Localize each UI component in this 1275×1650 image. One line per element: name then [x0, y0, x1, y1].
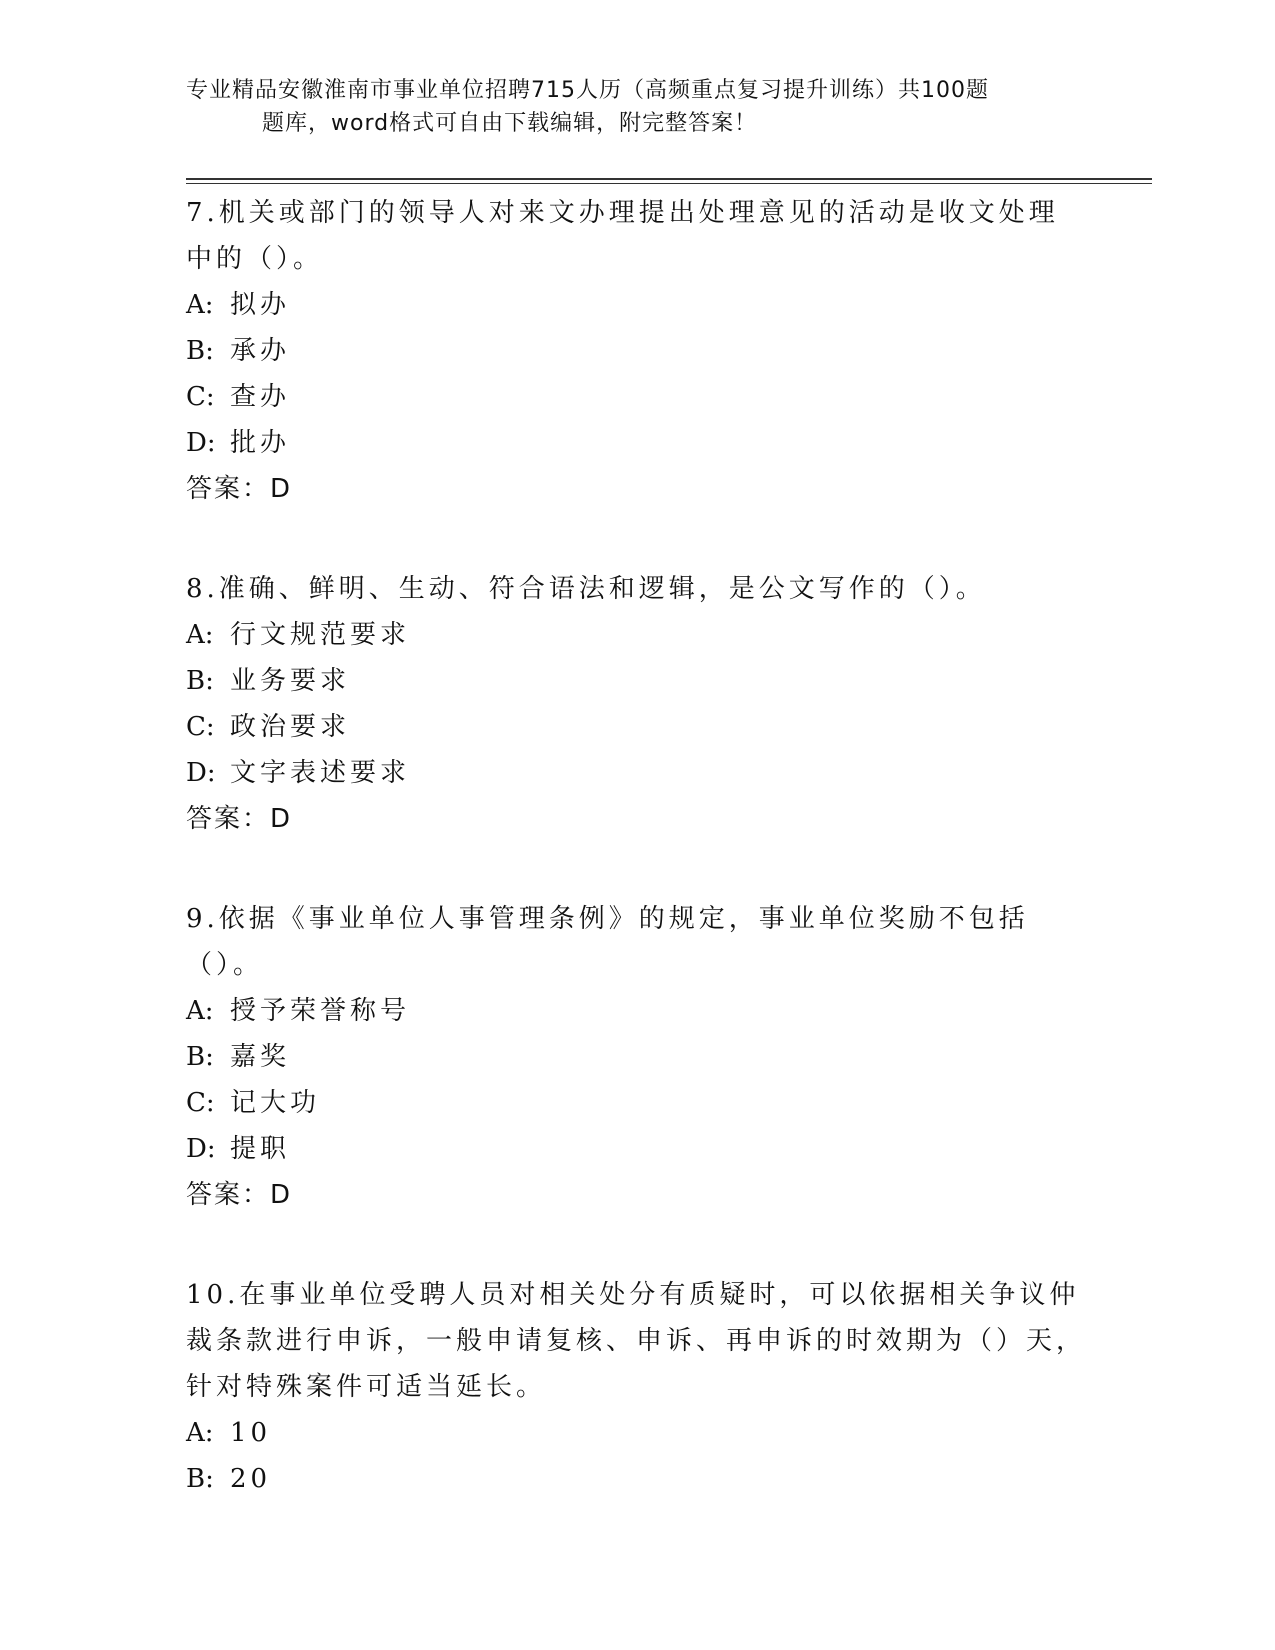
option-letter: D: — [186, 1134, 216, 1164]
option-text: 政治要求 — [230, 712, 351, 742]
answer-line: 答案：D — [186, 474, 293, 504]
option-letter: C: — [186, 382, 215, 412]
option-text: 查办 — [230, 382, 291, 412]
question-block — [186, 566, 1086, 842]
option-letter: C: — [186, 1088, 215, 1118]
option-b — [186, 328, 1086, 374]
option-b — [186, 1034, 1086, 1080]
option-a — [186, 612, 1086, 658]
option-d — [186, 1126, 1086, 1172]
option-text: 嘉奖 — [230, 1042, 291, 1072]
option-text: 行文规范要求 — [230, 620, 411, 650]
option-letter: D: — [186, 758, 216, 788]
option-d — [186, 750, 1086, 796]
document-header — [186, 74, 1066, 140]
option-b — [186, 658, 1086, 704]
question-block — [186, 1272, 1086, 1502]
option-letter: C: — [186, 712, 215, 742]
option-text: 批办 — [230, 428, 291, 458]
header-title-line2: 题库，word格式可自由下载编辑，附完整答案！ — [262, 111, 758, 136]
option-c — [186, 704, 1086, 750]
question-text: 8.准确、鲜明、生动、符合语法和逻辑，是公文写作的（）。 — [186, 574, 986, 604]
answer-line: 答案：D — [186, 1180, 293, 1210]
option-text: 承办 — [230, 336, 291, 366]
option-letter: A: — [186, 290, 214, 320]
option-letter: D: — [186, 428, 216, 458]
option-text: 记大功 — [230, 1088, 321, 1118]
question-text: 7.机关或部门的领导人对来文办理提出处理意见的活动是收文处理中的（）。 — [186, 198, 1059, 274]
header-divider-thin — [186, 183, 1152, 184]
option-letter: A: — [186, 620, 214, 650]
option-c — [186, 1080, 1086, 1126]
option-letter: B: — [186, 666, 214, 696]
question-block — [186, 190, 1086, 512]
option-d — [186, 420, 1086, 466]
answer-line: 答案：D — [186, 804, 293, 834]
option-letter: A: — [186, 1418, 214, 1448]
option-text: 业务要求 — [230, 666, 351, 696]
header-title-line1: 专业精品安徽淮南市事业单位招聘715人历（高频重点复习提升训练）共100题 — [186, 78, 989, 103]
question-block — [186, 896, 1086, 1218]
question-text: 9.依据《事业单位人事管理条例》的规定，事业单位奖励不包括（）。 — [186, 904, 1029, 980]
option-a — [186, 282, 1086, 328]
option-letter: A: — [186, 996, 214, 1026]
option-text: 提职 — [230, 1134, 291, 1164]
option-a — [186, 988, 1086, 1034]
question-list — [186, 190, 1086, 1556]
option-c — [186, 374, 1086, 420]
option-text: 20 — [230, 1464, 272, 1494]
question-text: 10.在事业单位受聘人员对相关处分有质疑时，可以依据相关争议仲裁条款进行申诉，一般申请复核、申诉、再申诉的时效期为（）天，针对特殊案件可适当延长。 — [186, 1280, 1087, 1402]
option-a — [186, 1410, 1086, 1456]
option-b — [186, 1456, 1086, 1502]
header-divider-thick — [186, 178, 1152, 180]
option-letter: B: — [186, 1042, 214, 1072]
option-text: 授予荣誉称号 — [230, 996, 411, 1026]
option-letter: B: — [186, 336, 214, 366]
option-letter: B: — [186, 1464, 214, 1494]
option-text: 拟办 — [230, 290, 291, 320]
option-text: 文字表述要求 — [230, 758, 411, 788]
option-text: 10 — [230, 1418, 272, 1448]
